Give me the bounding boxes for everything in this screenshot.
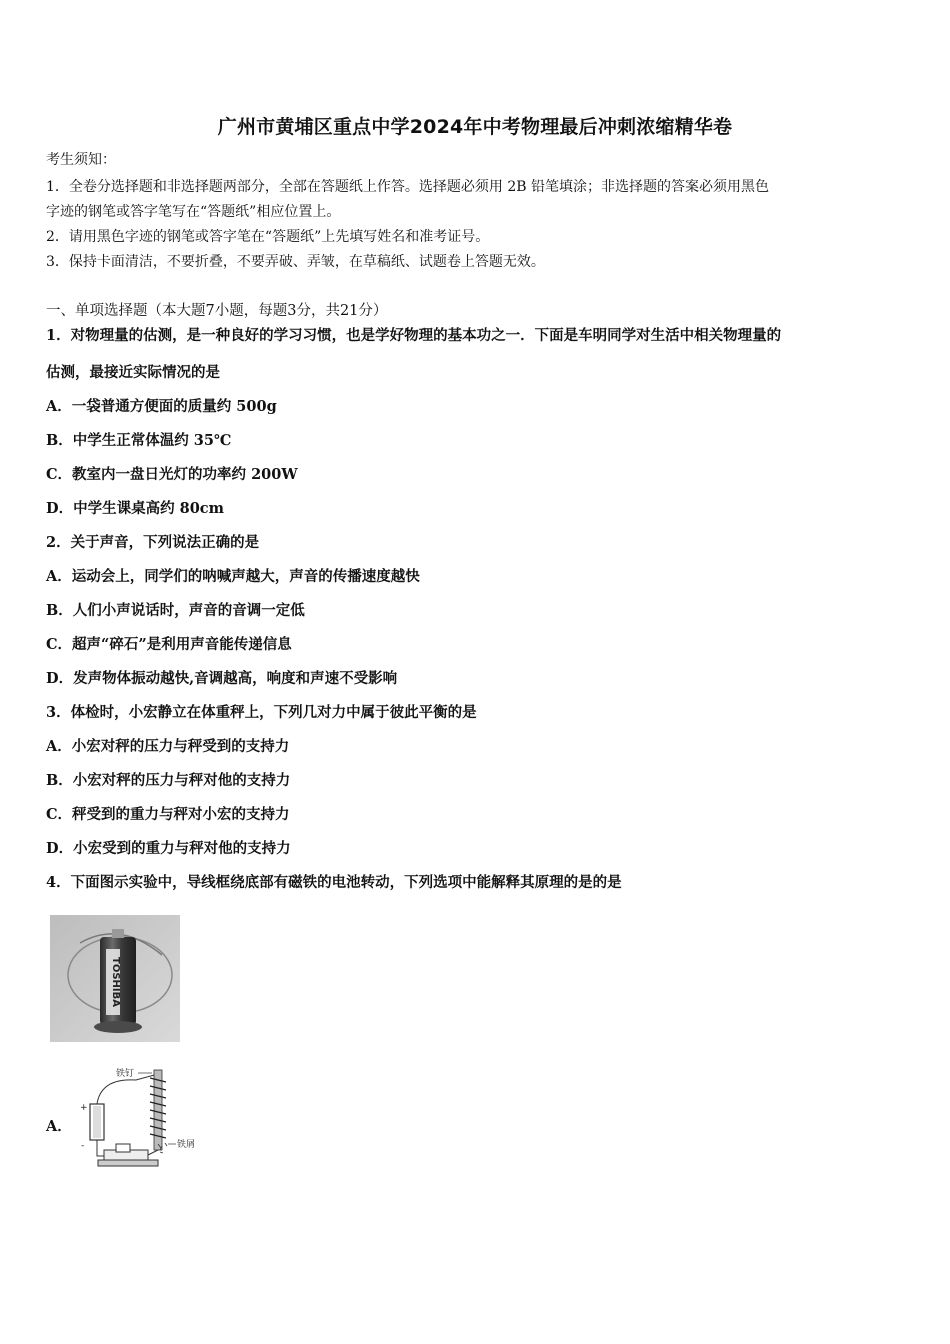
filings-label: 铁屑 <box>177 1140 196 1150</box>
question-4-stem: 4．下面图示实验中，导线框绕底部有磁铁的电池转动，下列选项中能解释其原理的是的是 <box>46 874 622 891</box>
question-3-option-c: C．秤受到的重力与秤对小宏的支持力 <box>46 806 290 823</box>
question-4-option-a-label: A． <box>46 1118 72 1135</box>
question-2-stem: 2．关于声音，下列说法正确的是 <box>46 534 260 551</box>
question-2-option-c: C．超声“碎石”是利用声音能传递信息 <box>46 636 292 653</box>
notice-heading: 考生须知： <box>46 152 116 168</box>
question-1-stem: 1．对物理量的估测，是一种良好的学习习惯，也是学好物理的基本功之一．下面是车明同学对生活中相关物理量的 <box>46 327 782 344</box>
question-2-option-d: D．发声物体振动越快,音调越高，响度和声速不受影响 <box>46 670 398 687</box>
question-1-stem-cont: 估测，最接近实际情况的是 <box>46 364 220 381</box>
nail-label: 铁钉 <box>116 1069 135 1079</box>
question-2-option-b: B．人们小声说话时，声音的音调一定低 <box>46 602 305 619</box>
question-3-option-b: B．小宏对秤的压力与秤对他的支持力 <box>46 772 291 789</box>
notice-item: 字迹的钢笔或答字笔写在“答题纸”相应位置上。 <box>46 204 341 220</box>
section-heading: 一、单项选择题（本大题7小题，每题3分，共21分） <box>46 303 388 319</box>
notice-item: 1．全卷分选择题和非选择题两部分，全部在答题纸上作答。选择题必须用 2B 铅笔填涂；非选择题的答案必须用黑色 <box>46 179 769 195</box>
plus-sign: + <box>80 1103 88 1113</box>
question-2-option-a: A．运动会上，同学们的呐喊声越大，声音的传播速度越快 <box>46 568 420 585</box>
battery-brand-text: TOSHIBA <box>110 957 121 1007</box>
question-1-option-c: C．教室内一盘日光灯的功率约 200W <box>46 466 298 483</box>
question-3-option-d: D．小宏受到的重力与秤对他的支持力 <box>46 840 291 857</box>
page-title: 广州市黄埔区重点中学2024年中考物理最后冲刺浓缩精华卷 <box>217 116 733 138</box>
minus-sign: - <box>81 1141 85 1151</box>
question-1-option-d: D．中学生课桌高约 80cm <box>46 500 224 517</box>
notice-item: 2．请用黑色字迹的钢笔或答字笔在“答题纸”上先填写姓名和准考证号。 <box>46 229 490 245</box>
question-1-option-a: A．一袋普通方便面的质量约 500g <box>46 398 277 415</box>
question-3-option-a: A．小宏对秤的压力与秤受到的支持力 <box>46 738 290 755</box>
notice-item: 3．保持卡面清洁，不要折叠，不要弄破、弄皱，在草稿纸、试题卷上答题无效。 <box>46 254 545 270</box>
electromagnet-circuit-diagram <box>76 1064 206 1172</box>
question-3-stem: 3．体检时，小宏静立在体重秤上，下列几对力中属于彼此平衡的是 <box>46 704 477 721</box>
question-1-option-b: B．中学生正常体温约 35℃ <box>46 432 232 449</box>
battery-photo <box>50 915 180 1042</box>
